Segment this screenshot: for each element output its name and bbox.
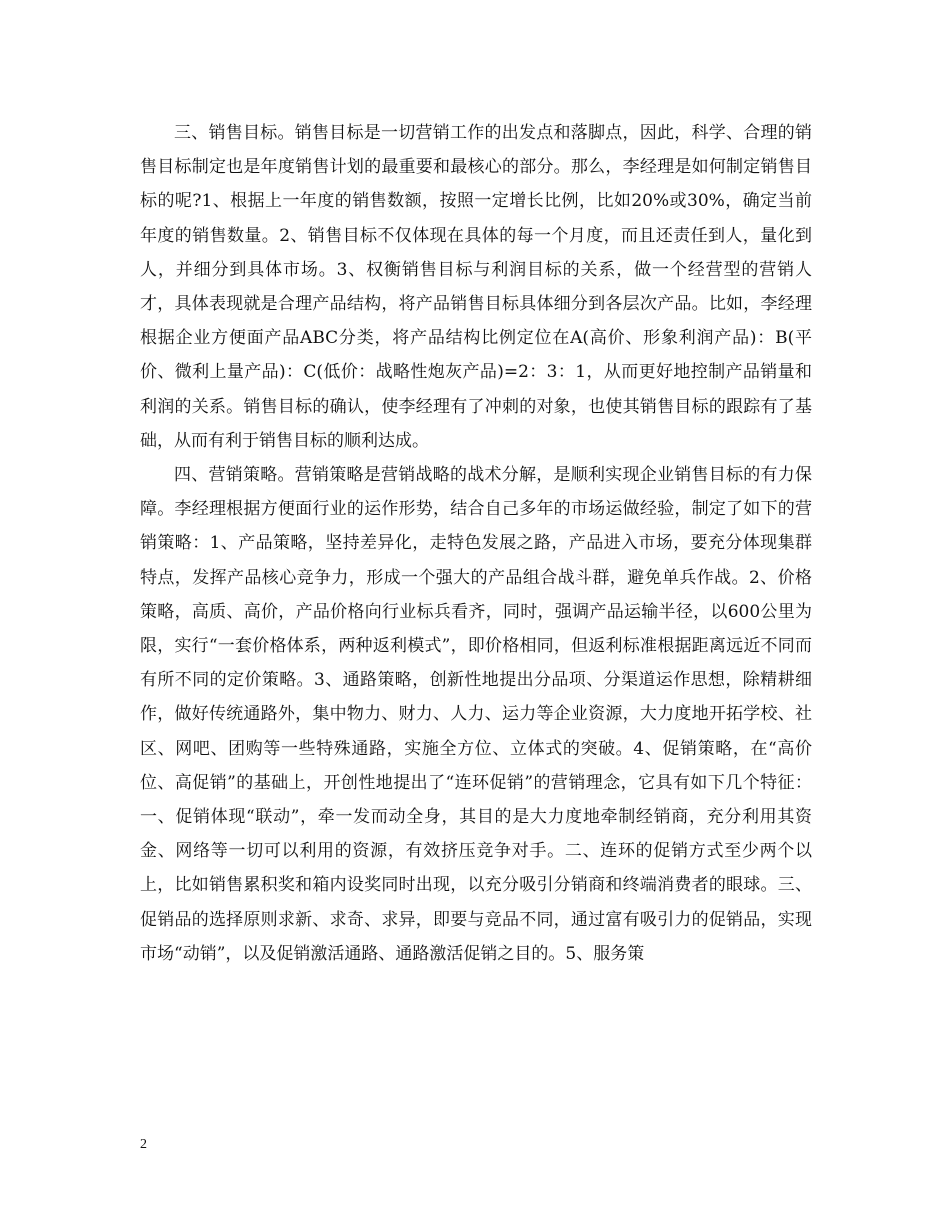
paragraph-marketing-strategy: 四、营销策略。营销策略是营销战略的战术分解，是顺利实现企业销售目标的有力保障。李经理根据方便面行业的运作形势，结合自己多年的市场运做经验，制定了如下的营销策略：1、产品策略，坚持差异化，走特色发展之路，产品进入市场，要充分体现集群特点，发挥产品核心竞争力，形成一个强大的产品组合战斗群，避免单兵作战。2、价格策略，高质、高价，产品价格向行业标兵看齐，同时，强调产品运输半径，以600公里为限，实行“一套价格体系，两种返利模式”，即价格相同，但返利标准根据距离远近不同而有所不同的定价策略。3、通路策略，创新性地提出分品项、分渠道运作思想，除精耕细作，做好传统通路外，集中物力、财力、人力、运力等企业资源，大力度地开拓学校、社区、网吧、团购等一些特殊通路，实施全方位、立体式的突破。4、促销策略，在“高价位、高促销”的基础上，开创性地提出了“连环促销”的营销理念，它具有如下几个特征：一、促销体现“联动”，牵一发而动全身，其目的是大力度地牵制经销商，充分利用其资金、网络等一切可以利用的资源，有效挤压竞争对手。二、连环的促销方式至少两个以上，比如销售累积奖和箱内设奖同时出现，以充分吸引分销商和终端消费者的眼球。三、促销品的选择原则求新、求奇、求异，即要与竞品不同，通过富有吸引力的促销品，实现市场“动销”，以及促销激活通路、通路激活促销之目的。5、服务策 [140, 465, 812, 964]
document-body [140, 116, 812, 971]
paragraph-sales-target: 三、销售目标。销售目标是一切营销工作的出发点和落脚点，因此，科学、合理的销售目标制定也是年度销售计划的最重要和最核心的部分。那么，李经理是如何制定销售目标的呢?1、根据上一年度的销售数额，按照一定增长比例，比如20%或30%，确定当前年度的销售数量。2、销售目标不仅体现在具体的每一个月度，而且还责任到人，量化到人，并细分到具体市场。3、权衡销售目标与利润目标的关系，做一个经营型的营销人才，具体表现就是合理产品结构，将产品销售目标具体细分到各层次产品。比如，李经理根据企业方便面产品ABC分类，将产品结构比例定位在A(高价、形象利润产品)：B(平价、微利上量产品)：C(低价：战略性炮灰产品)=2：3：1，从而更好地控制产品销量和利润的关系。销售目标的确认，使李经理有了冲刺的对象，也使其销售目标的跟踪有了基础，从而有利于销售目标的顺利达成。 [140, 123, 812, 451]
page-number: 2 [140, 1137, 147, 1152]
